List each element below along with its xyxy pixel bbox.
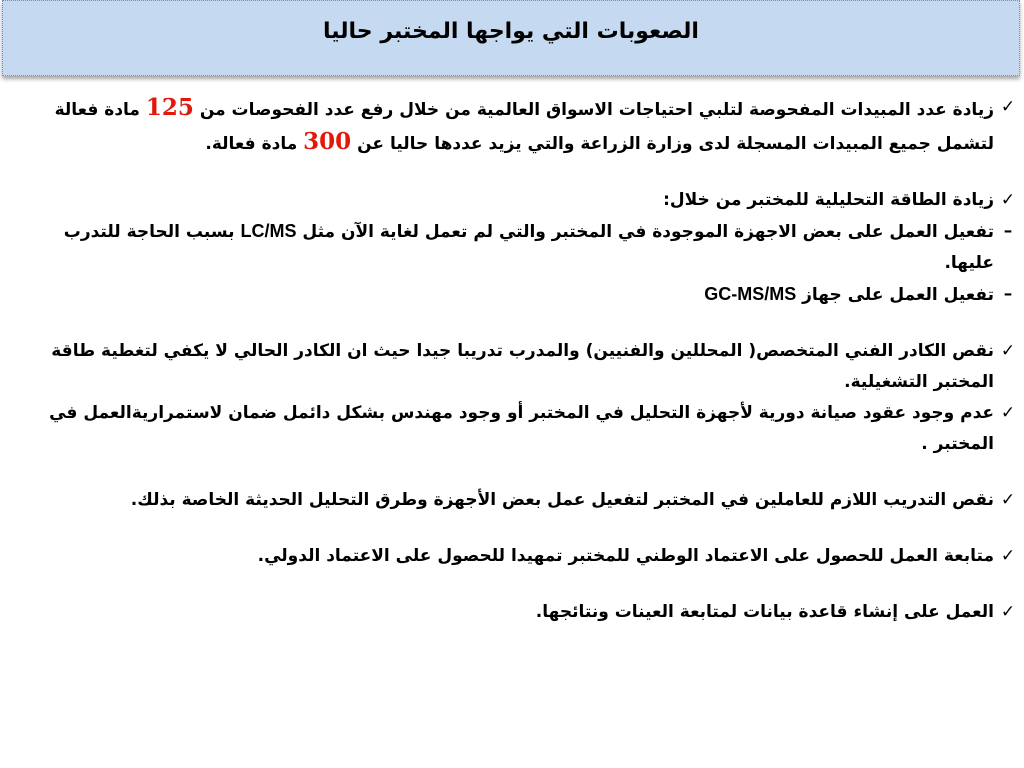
check-icon: ✓ (1000, 490, 1016, 510)
check-icon: ✓ (1000, 403, 1016, 423)
list-item-database: ✓ العمل على إنشاء قاعدة بيانات لمتابعة العينات ونتائجها. (18, 597, 1018, 628)
list-item-training: ✓ نقص التدريب اللازم للعاملين في المختبر لتفعيل عمل بعض الأجهزة وطرق التحليل الحديثة الخاصة بذلك. (18, 485, 1018, 516)
check-icon: ✓ (1000, 602, 1016, 622)
check-icon: ✓ (1000, 546, 1016, 566)
sub-item-gcmsms: – تفعيل العمل على جهاز GC-MS/MS (18, 279, 1018, 311)
list-item-accreditation: ✓ متابعة العمل للحصول على الاعتماد الوطني للمختبر تمهيدا للحصول على الاعتماد الدولي. (18, 541, 1018, 572)
slide-content (18, 92, 1018, 628)
list-item-maintenance: ✓ عدم وجود عقود صيانة دورية لأجهزة التحليل في المختبر أو وجود مهندس بشكل دائمل ضمان لاستمراريةالعمل في المختبر . (18, 398, 1018, 460)
instrument-code: GC-MS/MS (704, 284, 797, 304)
dash-icon: – (1003, 221, 1013, 241)
check-icon: ✓ (1000, 97, 1016, 117)
list-item-pesticides: ✓ زيادة عدد المبيدات المفحوصة لتلبي احتياجات الاسواق العالمية من خلال رفع عدد الفحوصات من 125 مادة فعالة لتشمل جميع المبيدات المسجلة لدى وزارة الزراعة والتي يزيد عددها حاليا عن 300 مادة فعالة. (18, 92, 1018, 160)
sub-item-lcms: – تفعيل العمل على بعض الاجهزة الموجودة في المختبر والتي لم تعمل لغاية الآن مثل LC/MS بسبب الحاجة للتدرب عليها. (18, 216, 1018, 279)
slide-title: الصعوبات التي يواجها المختبر حاليا (323, 18, 699, 44)
check-icon: ✓ (1000, 341, 1016, 361)
highlight-number: 300 (303, 128, 352, 155)
check-icon: ✓ (1000, 190, 1016, 210)
list-item-capacity: ✓ زيادة الطاقة التحليلية للمختبر من خلال: (18, 185, 1018, 216)
list-item-staff: ✓ نقص الكادر الفني المتخصص( المحللين والفنيين) والمدرب تدريبا جيدا حيث ان الكادر الحالي لا يكفي لتغطية طاقة المختبر التشغيلية. (18, 336, 1018, 398)
instrument-code: LC/MS (240, 221, 297, 241)
highlight-number: 125 (145, 94, 194, 121)
dash-icon: – (1003, 284, 1013, 304)
slide-title-bar (2, 0, 1020, 76)
